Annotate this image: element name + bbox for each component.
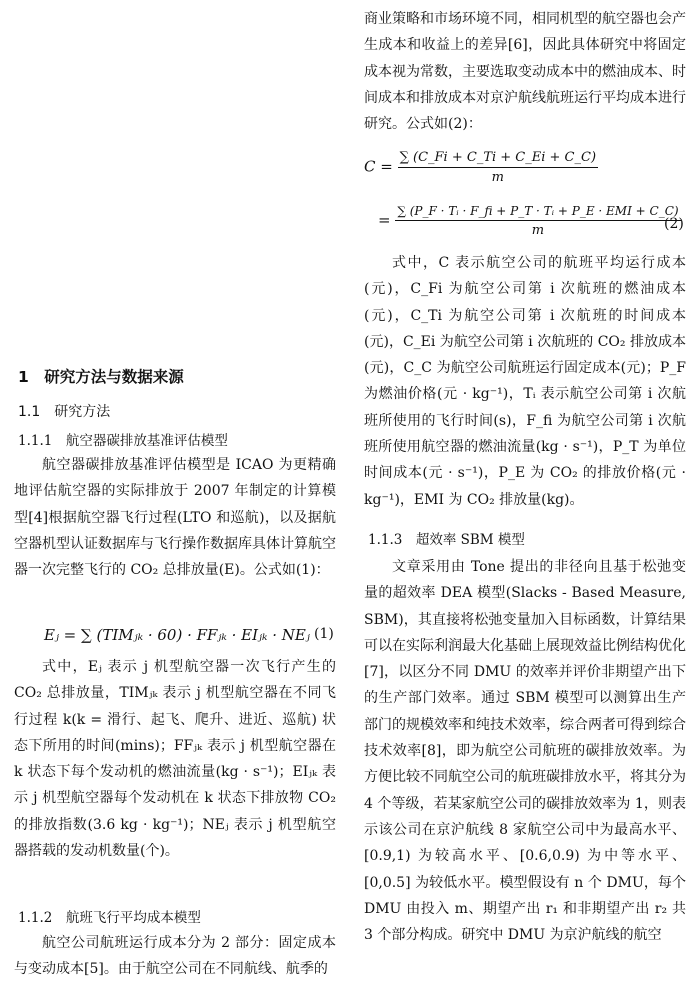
paragraph-aircraft-model: 航空器碳排放基准评估模型是 ICAO 为更精确地评估航空器的实际排放于 2007 年制定的计算模型[4]根据航空器飞行过程(LTO 和巡航)，以及据航空器机型认证数据库与飞行操作数据库具体计算航空器一次完整飞行的 CO₂ 总排放量(E)。公式如(1)：: [14, 457, 336, 579]
equation-2-numerator-1: ∑ (C_Fi + C_Ti + C_Ei + C_C): [398, 150, 598, 168]
section-1-heading: 1 研究方法与数据来源: [18, 368, 184, 386]
section-1-1-3-heading: 1.1.3 超效率 SBM 模型: [368, 532, 525, 548]
paragraph-eq1-variables: 式中，Eⱼ 表示 j 机型航空器一次飞行产生的 CO₂ 总排放量，TIMⱼₖ 表示 j 机型航空器在不同飞行过程 k(k = 滑行、起飞、爬升、进近、巡航) 状态下所用的时间(mins)；FFⱼₖ 表示 j 机型航空器在 k 状态下每个发动机的燃油流量(kg · s⁻¹)；EIⱼₖ 表示 j 机型航空器每个发动机在 k 状态下排放物 CO₂ 的排放指数(3.6 kg · kg⁻¹)；NEⱼ 表示 j 机型航空器搭载的发动机数量(个)。: [14, 659, 336, 860]
equation-1: Eⱼ = ∑ (TIMⱼₖ · 60) · FFⱼₖ · EIⱼₖ · NEⱼ: [44, 626, 310, 644]
section-1-1-1-heading: 1.1.1 航空器碳排放基准评估模型: [18, 433, 228, 449]
equation-2-denominator-1: m: [491, 170, 504, 185]
equation-2-number: (2): [664, 216, 684, 232]
paragraph-eq2-variables: 式中，C 表示航空公司的航班平均运行成本(元)，C_Fi 为航空公司第 i 次航班的燃油成本(元)，C_Ti 为航空公司第 i 次航班的时间成本(元)，C_Ei 为航空公司第 i 次航班的 CO₂ 排放成本(元)，C_C 为航空公司航班运行固定成本(元)；P_F 为燃油价格(元 · kg⁻¹)，Tᵢ 表示航空公司第 i 次航班所使用的飞行时间(s)，F_fi 为航空公司第 i 次航班所使用航空器的燃油流量(kg · s⁻¹)，P_T 为单位时间成本(元 · s⁻¹)，P_E 为 CO₂ 的排放价格(元 · kg⁻¹)，EMI 为 CO₂ 排放量(kg)。: [364, 255, 686, 508]
section-1-1-heading: 1.1 研究方法: [18, 404, 111, 420]
equation-2-line-1: [364, 150, 598, 185]
equation-2-lhs: C =: [364, 157, 393, 176]
paragraph-sbm-model: 文章采用由 Tone 提出的非径向且基于松弛变量的超效率 DEA 模型(Slacks - Based Measure, SBM)，其直接将松弛变量加入目标函数，计算结果可以在实际利润最大化基础上展现效益比例结构优化[7]，以区分不同 DMU 的效率并评价非期望产出下的生产部门效率。通过 SBM 模型可以测算出生产部门的规模效率和纯技术效率，综合两者可得到综合技术效率[8]，即为航空公司航班的碳排放效率。为方便比较不同航空公司的航班碳排放水平，将其分为 4 个等级，若某家航空公司的碳排放效率为 1，则表示该公司在京沪航线 8 家航空公司中为最高水平、[0.9,1) 为较高水平、[0.6,0.9) 为中等水平、[0,0.5] 为较低水平。模型假设有 n 个 DMU，每个 DMU 由投入 m、期望产出 r₁ 和非期望产出 r₂ 共 3 个部分构成。研究中 DMU 为京沪航线的航空: [364, 559, 686, 944]
equation-2-equals: =: [378, 211, 391, 229]
equation-2-fraction-2: [395, 204, 680, 238]
equation-2-line-2: [378, 204, 681, 238]
equation-2-denominator-2: m: [531, 223, 545, 238]
section-1-1-2-heading: 1.1.2 航班飞行平均成本模型: [18, 910, 201, 926]
paragraph-flight-cost: 航空公司航班运行成本分为 2 部分：固定成本与变动成本[5]。由于航空公司在不同航线、航季的: [14, 935, 336, 978]
paragraph-cost-intro: 商业策略和市场环境不同，相同机型的航空器也会产生成本和收益上的差异[6]，因此具体研究中将固定成本视为常数，主要选取变动成本中的燃油成本、时间成本和排放成本对京沪航线航班运行平均成本进行研究。公式如(2)：: [364, 11, 686, 133]
equation-1-number: (1): [314, 626, 334, 642]
equation-2-fraction-1: [398, 150, 598, 185]
equation-2-numerator-2: ∑ (P_F · Tᵢ · F_fi + P_T · Tᵢ + P_E · EMI + C_C): [395, 204, 680, 221]
